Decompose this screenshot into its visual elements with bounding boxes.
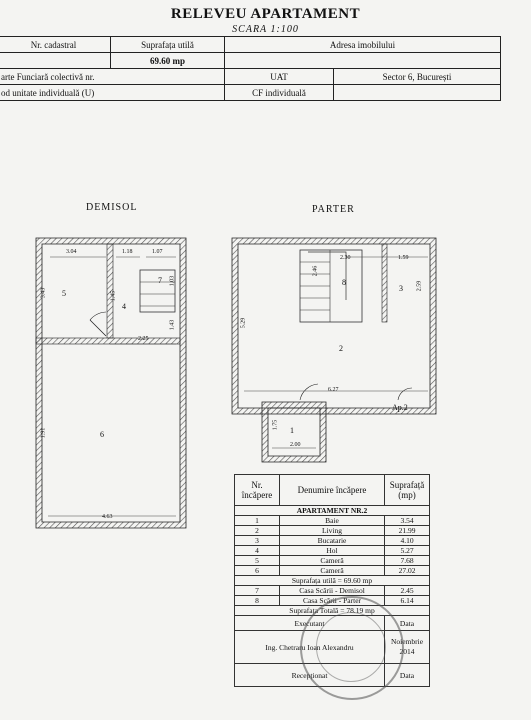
carte-funciara-label: arte Funciară colectivă nr. (0, 69, 225, 85)
demisol-title: DEMISOL (86, 202, 138, 213)
executant-label: Executant (235, 616, 385, 631)
table-row: 6 Cameră 27.02 (235, 566, 430, 576)
dim-label: 2.59 (416, 280, 423, 292)
dim-label: 4.63 (102, 514, 113, 520)
parter-title: PARTER (312, 204, 355, 215)
table-row: 1 Baie 3.54 (235, 516, 430, 526)
uat-value: Sector 6, București (334, 69, 501, 85)
dim-label: 3.43 (40, 287, 47, 299)
dim-label: 2.25 (138, 336, 149, 342)
table-row: 7 Casa Scării - Demisol 2.45 (235, 586, 430, 596)
dim-label: 1.75 (272, 419, 279, 431)
dim-label: 1.18 (122, 249, 133, 255)
seal-inner-ring (316, 612, 386, 682)
dim-label: 1.45 (110, 290, 117, 302)
room-marker: 6 (100, 430, 104, 439)
dim-label: 6.27 (328, 387, 339, 393)
executant-name: Ing. Chetraru Ioan Alexandru (235, 631, 385, 664)
room-marker: 8 (342, 278, 346, 287)
total-row: Suprafața Totală = 78.19 mp (235, 606, 430, 616)
table-row: 2 Living 21.99 (235, 526, 430, 536)
room-marker: 3 (399, 284, 403, 293)
dim-label: 1.03 (169, 275, 176, 287)
dim-label: 1.59 (398, 255, 409, 261)
adresa-label: Adresa imobilului (225, 37, 501, 53)
dim-label: 3.04 (66, 249, 77, 255)
table-row: 3 Bucatarie 4.10 (235, 536, 430, 546)
receptionat-label: Recepționat (235, 664, 385, 687)
table-row: 8 Casa Scării - Parter 6.14 (235, 596, 430, 606)
col-denumire-header: Denumire încăpere (280, 475, 385, 506)
nr-cadastral-label: Nr. cadastral (0, 37, 111, 53)
dim-label: 2.00 (290, 442, 301, 448)
data-label-2: Data (385, 664, 430, 687)
dim-label: 1.07 (152, 249, 163, 255)
cod-unitate-label: od unitate individuală (U) (0, 85, 225, 101)
cf-label: CF individuală (225, 85, 334, 101)
subtotal-row: Suprafața utilă = 69.60 mp (235, 576, 430, 586)
table-row: 5 Cameră 7.68 (235, 556, 430, 566)
scale-label: SCARA 1:100 (232, 24, 299, 35)
dim-label: 5.29 (240, 317, 247, 329)
dim-label: 1.43 (169, 319, 176, 331)
dim-label: 2.30 (340, 255, 351, 261)
room-marker: 2 (339, 344, 343, 353)
col-suprafata-header: Suprafață (mp) (385, 475, 430, 506)
uat-label: UAT (225, 69, 334, 85)
room-marker: 7 (158, 276, 162, 285)
room-marker: 4 (122, 302, 126, 311)
apartment-title: APARTAMENT NR.2 (235, 506, 430, 516)
parter-plan (232, 238, 436, 462)
dim-label: 2.46 (312, 265, 319, 277)
demisol-plan (36, 238, 186, 528)
data-value: Noiembrie 2014 (385, 631, 430, 664)
col-nr-header: Nr. încăpere (235, 475, 280, 506)
dim-label: 1.91 (40, 427, 47, 439)
room-marker: 5 (62, 289, 66, 298)
data-label: Data (385, 616, 430, 631)
suprafata-label: Suprafața utilă (111, 37, 225, 53)
page-title: RELEVEU APARTAMENT (170, 6, 361, 22)
room-marker: 1 (290, 426, 294, 435)
ap-label: Ap.2 (392, 403, 408, 412)
suprafata-value: 69.60 mp (111, 53, 225, 69)
table-row: 4 Hol 5.27 (235, 546, 430, 556)
